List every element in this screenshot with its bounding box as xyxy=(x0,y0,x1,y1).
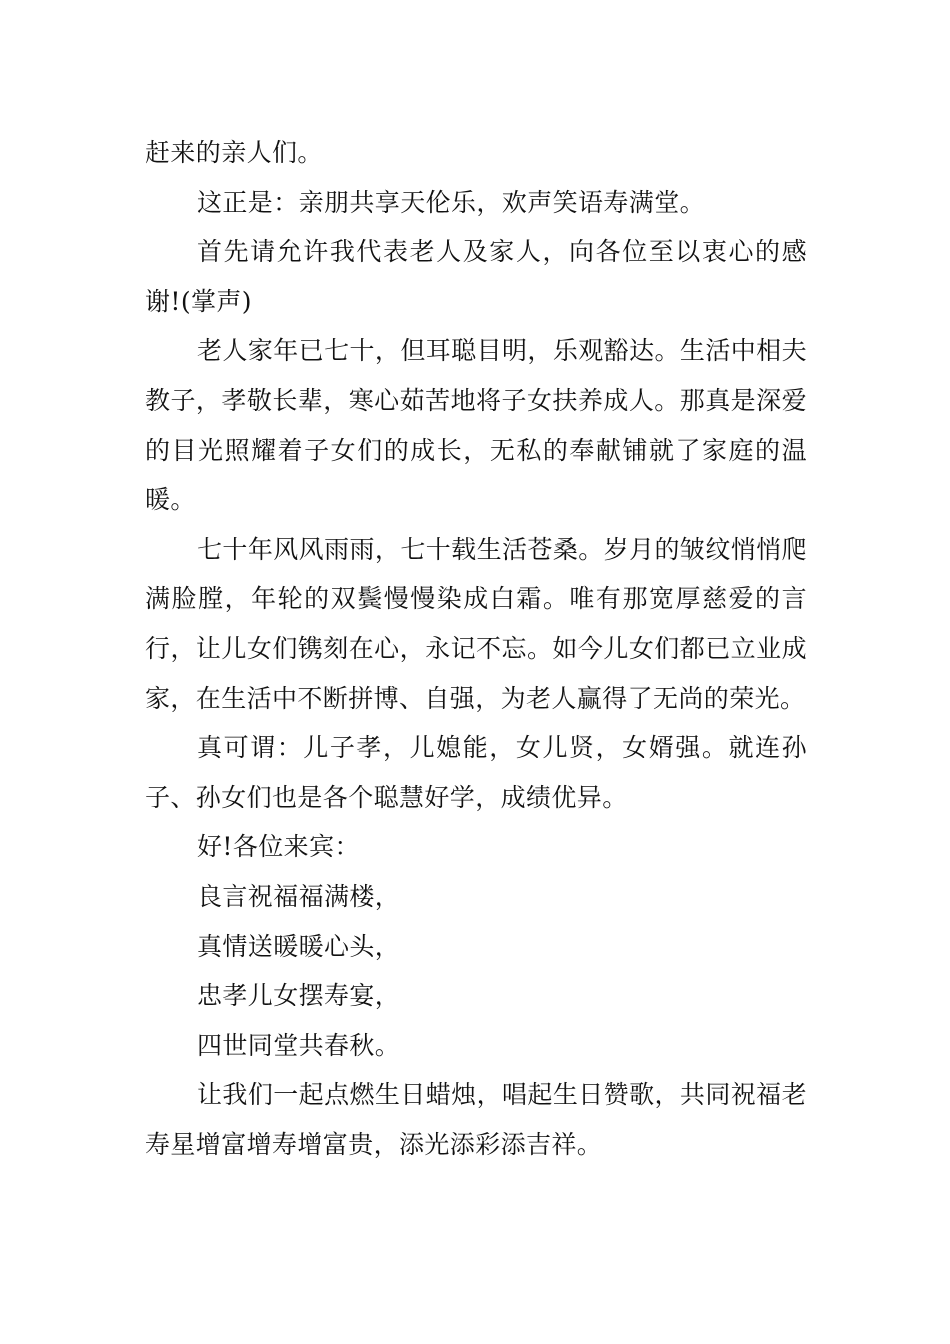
paragraph-7: 好!各位来宾： xyxy=(197,832,360,862)
paragraph-2: 这正是：亲朋共享天伦乐，欢声笑语寿满堂。 xyxy=(197,187,706,217)
paragraph-3: 首先请允许我代表老人及家人，向各位至以衷心的感谢!(掌声) xyxy=(145,237,807,316)
verse-line-3: 忠孝儿女摆寿宴， xyxy=(197,981,401,1011)
paragraph-1: 赶来的亲人们。 xyxy=(145,138,323,167)
document-body xyxy=(145,128,807,1169)
verse-line-2: 真情送暖暖心头， xyxy=(197,931,401,961)
paragraph-4: 老人家年已七十，但耳聪目明，乐观豁达。生活中相夫教子，孝敬长辈，寒心茹苦地将子女扶养成人。那真是深爱的目光照耀着子女们的成长，无私的奉献铺就了家庭的温暖。 xyxy=(145,336,807,515)
paragraph-5: 七十年风风雨雨，七十载生活苍桑。岁月的皱纹悄悄爬满脸膛，年轮的双鬓慢慢染成白霜。唯有那宽厚慈爱的言行，让儿女们镌刻在心，永记不忘。如今儿女们都已立业成家，在生活中不断拼博、自强，为老人赢得了无尚的荣光。 xyxy=(145,534,807,713)
paragraph-6: 真可谓：儿子孝，儿媳能，女儿贤，女婿强。就连孙子、孙女们也是各个聪慧好学，成绩优异。 xyxy=(145,733,807,812)
verse-line-4: 四世同堂共春秋。 xyxy=(197,1030,401,1060)
verse-line-1: 良言祝福福满楼， xyxy=(197,881,401,911)
paragraph-8: 让我们一起点燃生日蜡烛，唱起生日赞歌，共同祝福老寿星增富增寿增富贵，添光添彩添吉祥。 xyxy=(145,1080,807,1159)
